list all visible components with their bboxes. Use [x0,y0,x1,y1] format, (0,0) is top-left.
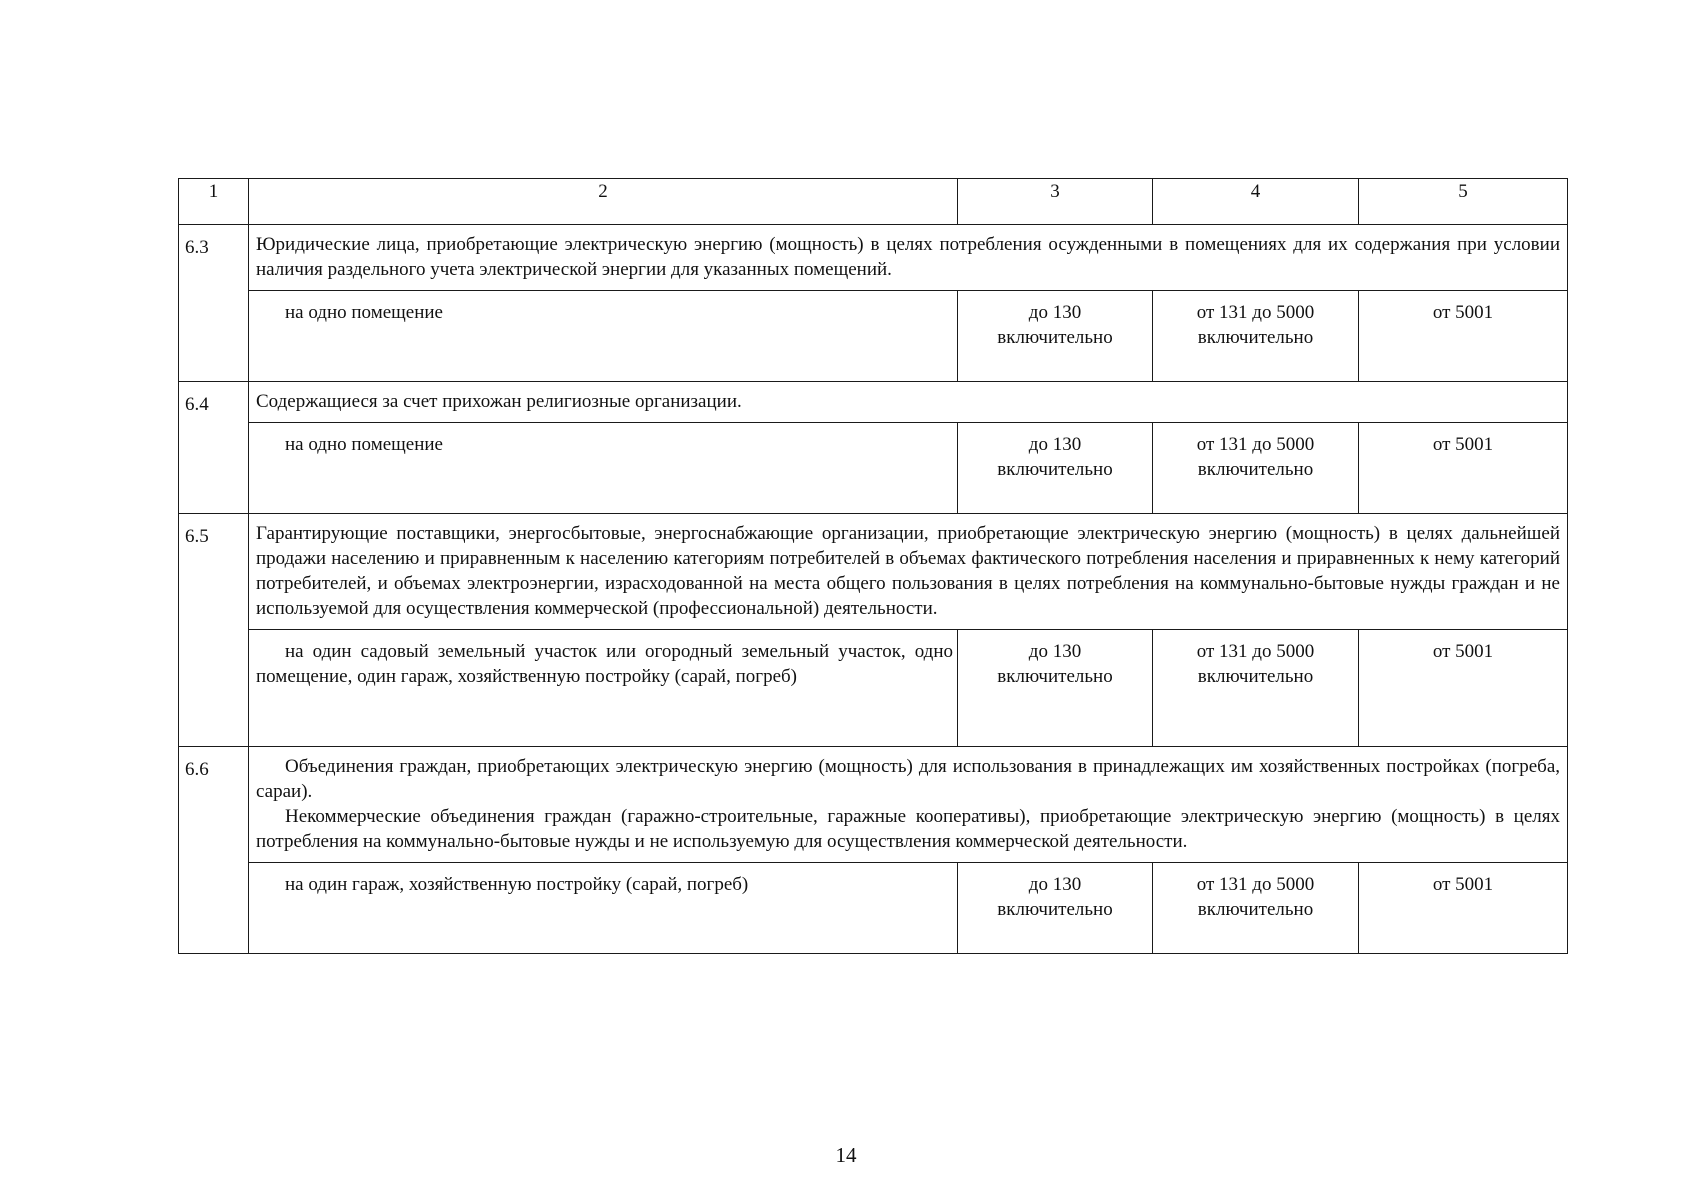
value-line: включительно [997,899,1113,920]
value-line: включительно [997,666,1113,687]
header-col-3: 3 [958,179,1153,225]
value-col-4 [1153,291,1359,382]
section-row-6-5 [179,514,1568,630]
sub-label: на одно помещение [285,302,443,323]
header-col-1: 1 [179,179,249,225]
section-description [249,225,1568,291]
section-number: 6.5 [179,514,249,747]
value-col-4 [1153,863,1359,954]
value-line: включительно [997,459,1113,480]
value-line: до 130 [1028,434,1082,455]
value-line: включительно [1197,459,1314,480]
value-col-4 [1153,630,1359,747]
header-col-5: 5 [1359,179,1568,225]
header-col-4: 4 [1153,179,1359,225]
section-row-6-4 [179,382,1568,423]
value-line: от 5001 [1432,641,1494,662]
description-paragraph: Юридические лица, приобретающие электрическую энергию (мощность) в целях потребления осужденными в помещениях для их содержания при условии наличия раздельного учета электрической энергии для указанных помещений. [256,234,1560,280]
value-line: включительно [1197,899,1314,920]
description-paragraph: Объединения граждан, приобретающих электрическую энергию (мощность) для использования в принадлежащих им хозяйственных постройках (погреба, сараи). [256,756,1560,802]
value-line: от 131 до 5000 [1196,302,1315,323]
value-col-3 [958,423,1153,514]
value-line: до 130 [1028,641,1082,662]
value-col-4 [1153,423,1359,514]
sub-label-cell [249,423,958,514]
sub-label-cell [249,291,958,382]
description-paragraph: Гарантирующие поставщики, энергосбытовые, энергоснабжающие организации, приобретающие электрическую энергию (мощность) в целях дальнейшей продажи населению и приравненным к населению категориям потребителей в объемах фактического потребления населения и приравненных к нему категорий потребителей, и объемах электроэнергии, израсходованной на места общего пользования в целях потребления на коммунально-бытовые нужды граждан и не используемой для осуществления коммерческой (профессиональной) деятельности. [256,523,1560,619]
value-line: до 130 [1028,874,1082,895]
tariff-table [178,178,1568,954]
value-line: от 131 до 5000 [1196,874,1315,895]
header-col-2: 2 [249,179,958,225]
section-description [249,514,1568,630]
value-col-5 [1359,863,1568,954]
value-col-5 [1359,630,1568,747]
section-number: 6.6 [179,747,249,954]
description-paragraph: Содержащиеся за счет прихожан религиозные организации. [256,391,742,412]
value-line: включительно [1197,666,1314,687]
value-line: до 130 [1028,302,1082,323]
section-row-6-6 [179,747,1568,863]
sub-label: на один гараж, хозяйственную постройку (сарай, погреб) [285,874,749,895]
value-col-3 [958,630,1153,747]
sub-label-cell [249,863,958,954]
value-line: от 5001 [1432,434,1494,455]
sub-label: на одно помещение [285,434,443,455]
value-line: включительно [997,327,1113,348]
value-col-3 [958,863,1153,954]
section-description [249,382,1568,423]
table-header-row [179,179,1568,225]
sub-row-6-4 [179,423,1568,514]
value-col-3 [958,291,1153,382]
sub-row-6-5 [179,630,1568,747]
value-col-5 [1359,291,1568,382]
section-row-6-3 [179,225,1568,291]
value-line: от 131 до 5000 [1196,434,1315,455]
sub-row-6-3 [179,291,1568,382]
value-line: от 131 до 5000 [1196,641,1315,662]
value-line: от 5001 [1432,302,1494,323]
section-number: 6.3 [179,225,249,382]
section-number: 6.4 [179,382,249,514]
sub-label: на один садовый земельный участок или огородный земельный участок, одно помещение, один гараж, хозяйственную постройку (сарай, погреб) [256,641,953,687]
description-paragraph: Некоммерческие объединения граждан (гаражно-строительные, гаражные кооперативы), приобретающие электрическую энергию (мощность) в целях потребления на коммунально-бытовые нужды и не используемую для осуществления коммерческой деятельности. [256,806,1560,852]
sub-label-cell [249,630,958,747]
sub-row-6-6 [179,863,1568,954]
value-col-5 [1359,423,1568,514]
section-description [249,747,1568,863]
page-number: 14 [835,1143,857,1167]
value-line: от 5001 [1432,874,1494,895]
value-line: включительно [1197,327,1314,348]
